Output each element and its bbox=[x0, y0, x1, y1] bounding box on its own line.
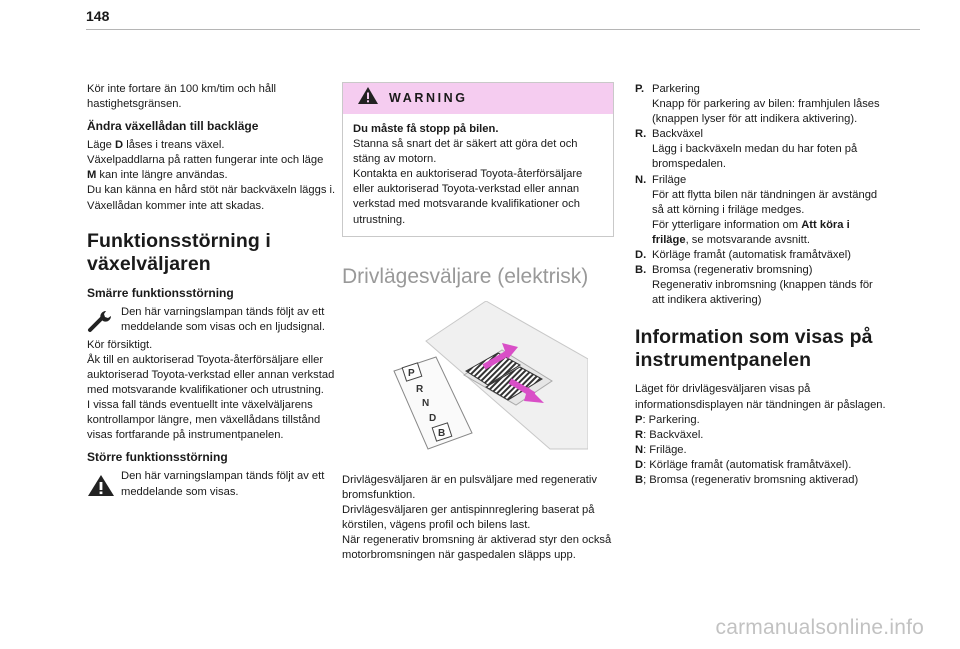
illus-letter-n: N bbox=[422, 397, 430, 409]
speed-note: Kör inte fortare än 100 km/tim och håll hastighetsgränsen. bbox=[87, 83, 277, 111]
mode-d: D: Körläge framåt (automatisk framåtväxel). bbox=[635, 458, 852, 471]
warning-bold-line: Du måste få stopp på bilen. bbox=[353, 123, 499, 135]
item-brake: B. Bromsa (regenerativ bromsning) Regenerativ inbromsning (knappen tänds för att indikera aktivering) bbox=[635, 264, 873, 307]
warning-paragraph-2: Kontakta en auktoriserad Toyota-återförsäljare eller auktoriserad Toyota-verkstad eller annan verkstad med motsvarande kvalifikationer och utrustning. bbox=[353, 168, 583, 226]
major-warning-text: Den här varningslampan tänds följt av ett meddelande som visas. bbox=[121, 470, 325, 498]
reverse-paragraph: Läge D låses i treans växel. Växelpaddlarna på ratten fungerar inte och läge M kan inte längre användas. Du kan känna en hård stöt när backväxeln läggs i. Växellådan kommer inte att skadas. bbox=[87, 139, 336, 212]
drive-carefully: Kör försiktigt. bbox=[87, 338, 153, 351]
item-drive: D. Körläge framåt (automatisk framåtväxel) bbox=[635, 249, 851, 262]
column-right bbox=[635, 82, 887, 488]
heading-minor-malfunction: Smärre funktionsstörning bbox=[87, 285, 234, 300]
major-warning-row bbox=[87, 469, 339, 502]
item-parking: P. Parkering Knapp för parkering av bilen: framhjulen låses (knappen lyser för att indikera aktivering). bbox=[635, 83, 880, 126]
column-middle bbox=[342, 82, 616, 563]
heading-instrument-info: Information som visas på instrumentpanelen bbox=[635, 326, 873, 372]
minor-warning-text: Den här varningslampan tänds följt av ett meddelande som visas och en ljudsignal. bbox=[121, 305, 325, 333]
illus-letter-r: R bbox=[416, 383, 424, 395]
illus-letter-b: B bbox=[438, 427, 446, 439]
header-divider bbox=[86, 29, 920, 30]
warning-triangle-icon bbox=[87, 469, 121, 502]
item-neutral: N. Friläge För att flytta bilen när tändningen är avstängd så att körning i friläge medges. För ytterligare information om Att köra i friläge, se motsvarande avsnitt. bbox=[635, 173, 878, 246]
illus-letter-d: D bbox=[429, 412, 437, 424]
watermark: carmanualsonline.info bbox=[715, 616, 924, 639]
illustration-caption: Drivlägesväljaren är en pulsväljare med regenerativ bromsfunktion. Drivlägesväljaren ger antispinnreglering baserat på körstilen, vägens profil och bilens last. När regenerativ bromsning är aktiverad styr den också motorbromsningen när gaspedalen släpps upp. bbox=[342, 473, 612, 562]
warning-paragraph-1: Stanna så snart det är säkert att göra det och stäng av motorn. bbox=[353, 138, 578, 166]
indicator-note: I vissa fall tänds eventuellt inte växelväljarens kontrollampor längre, men växellådans tillstånd visas fortfarande på instrumentpanelen. bbox=[87, 399, 321, 442]
mode-r: R: Backväxel. bbox=[635, 428, 704, 441]
page-number: 148 bbox=[86, 8, 110, 24]
heading-major-malfunction: Större funktionsstörning bbox=[87, 450, 228, 465]
section-title: Drivlägesväljare (elektrisk) bbox=[342, 264, 589, 288]
wrench-icon bbox=[87, 305, 121, 338]
warning-header bbox=[343, 83, 613, 114]
minor-warning-row bbox=[87, 305, 339, 338]
mode-p: P: Parkering. bbox=[635, 413, 700, 426]
illus-letter-p: P bbox=[408, 367, 415, 379]
mode-n: N: Friläge. bbox=[635, 443, 687, 456]
warning-box bbox=[342, 82, 614, 237]
heading-selector-malfunction: Funktionsstörning i växelväljaren bbox=[87, 229, 271, 275]
warning-title: WARNING bbox=[389, 90, 468, 105]
info-paragraph: Läget för drivlägesväljaren visas på informationsdisplayen när tändningen är påslagen. bbox=[635, 383, 886, 411]
column-left bbox=[87, 82, 339, 503]
heading-change-to-reverse: Ändra växellådan till backläge bbox=[87, 119, 259, 134]
item-reverse: R. Backväxel Lägg i backväxeln medan du har foten på bromspedalen. bbox=[635, 128, 858, 171]
contact-dealer: Åk till en auktoriserad Toyota-återförsäljare eller auktoriserad Toyota-verkstad eller annan verkstad med motsvarande kvalifikationer och utrustning. bbox=[87, 353, 335, 397]
drive-selector-illustration bbox=[390, 301, 588, 451]
mode-b: B; Bromsa (regenerativ bromsning aktiverad) bbox=[635, 473, 859, 486]
warning-body bbox=[343, 114, 613, 236]
warning-triangle-icon bbox=[357, 86, 379, 110]
